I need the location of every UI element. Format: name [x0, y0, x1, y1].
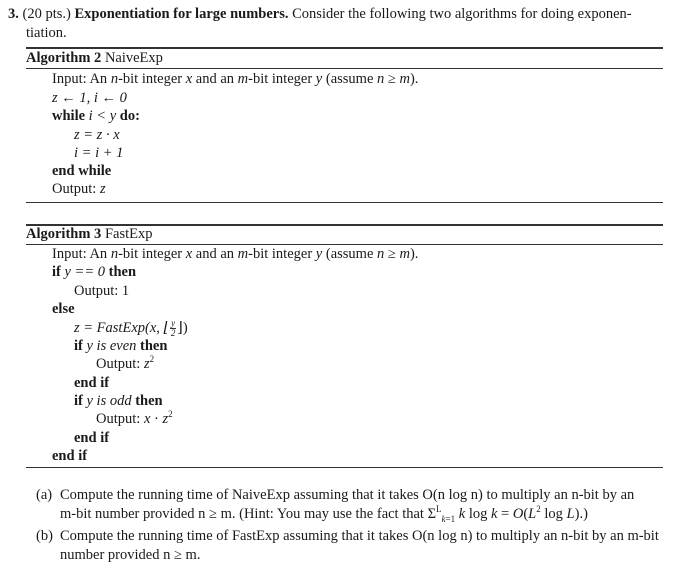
alg3-if-even: if y is even then [74, 338, 168, 354]
question-a-label: (a) [36, 487, 53, 503]
alg3-caption [26, 226, 152, 243]
alg3-recursive-call: z = FastExp(x, ⌊ $\frac{y}{2}$ ⌋) [74, 318, 188, 338]
alg3-output-odd: Output: $x \cdot z^2$ [96, 409, 173, 427]
alg2-step2: i = i + 1 [74, 145, 124, 161]
question-a-line2: m-bit number provided n ≥ m. (Hint: You may use the fact that $\Sigma^L_{k=1}$ k $\log k = O(L^2$ log L).) [60, 504, 588, 524]
question-a-line1: Compute the running time of NaiveExp assuming that it takes O(n log n) to multiply an n-bit by an [60, 487, 635, 503]
problem-number: 3. [8, 6, 19, 22]
problem-title: Exponentiation for large numbers. [74, 6, 289, 22]
alg3-input: Input: An n-bit integer x and an m-bit integer y (assume n ≥ m). [52, 246, 419, 262]
problem-intro-2: tiation. [26, 25, 67, 41]
question-b-line2: number provided n ≥ m. [60, 547, 201, 563]
alg3-output-1: Output: 1 [74, 283, 130, 299]
alg3-if-odd: if y is odd then [74, 393, 163, 409]
alg3-bottom-rule [26, 467, 663, 468]
alg2-caption-rule [26, 68, 663, 69]
alg2-while: while i < y do: [52, 108, 140, 124]
alg3-else: else [52, 301, 75, 317]
problem-header [8, 6, 632, 23]
alg2-input: Input: An n-bit integer x and an m-bit integer y (assume n ≥ m). [52, 71, 419, 87]
alg2-bottom-rule [26, 202, 663, 203]
alg3-label: Algorithm 3 [26, 226, 102, 242]
alg2-end-while: end while [52, 163, 112, 179]
alg2-step1: z = z · x [74, 127, 120, 143]
alg2-label: Algorithm 2 [26, 50, 102, 66]
question-b-label: (b) [36, 528, 53, 544]
alg3-end-if-even: end if [74, 375, 110, 391]
alg2-caption [26, 50, 163, 67]
problem-intro-1: Consider the following two algorithms for doing exponen- [292, 6, 632, 22]
alg2-name: NaiveExp [104, 50, 163, 66]
alg3-caption-rule [26, 244, 663, 245]
alg3-if: if y == 0 then [52, 264, 137, 280]
alg3-end-if-odd: end if [74, 430, 110, 446]
alg3-output-even: Output: $z^2$ [96, 354, 155, 372]
question-b-line1: Compute the running time of FastExp assuming that it takes O(n log n) to multiply an n-bit by an m-bit [60, 528, 659, 544]
alg2-init: z ← 1, i ← 0 [52, 90, 127, 106]
alg2-output: Output: z [52, 181, 106, 197]
alg2-top-rule [26, 47, 663, 49]
problem-points: (20 pts.) [22, 6, 71, 22]
alg3-end-if-outer: end if [52, 448, 88, 464]
alg3-name: FastExp [104, 226, 153, 242]
